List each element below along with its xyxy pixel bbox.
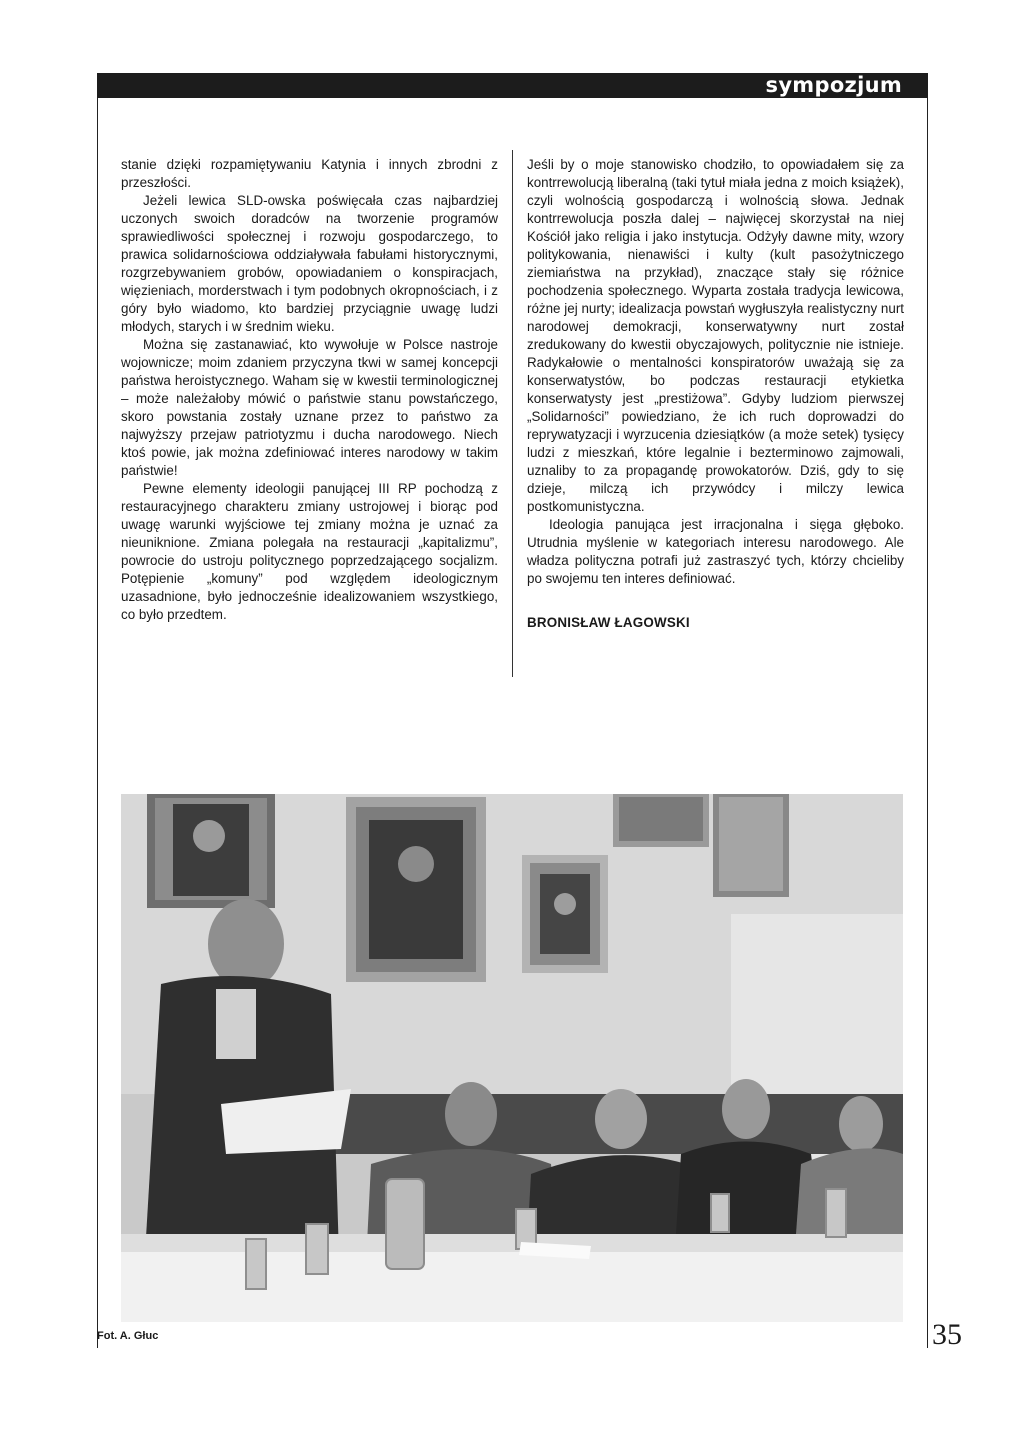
paragraph: stanie dzięki rozpamiętywaniu Katynia i innych zbrodni z przeszłości. <box>121 157 498 190</box>
article-column-right <box>527 156 904 632</box>
paragraph: Można się zastanawiać, kto wywołuje w Polsce nastroje wojownicze; moim zdaniem przyczyna tkwi w samej koncepcji państwa heroistycznego. Waham się w kwestii terminologicznej – może należałoby mówić o państwie stanu powstańczego, skoro powstania zostały uznane przez to państwo za najwyższy przejaw patriotyzmu i ducha narodowego. Niech ktoś powie, jak można zdefiniować interes narodowy w takim państwie! <box>121 337 498 478</box>
author-signature: BRONISŁAW ŁAGOWSKI <box>527 615 690 630</box>
article-column-left <box>121 156 498 624</box>
paragraph: Ideologia panująca jest irracjonalna i sięga głęboko. Utrudnia myślenie w kategoriach interesu narodowego. Ale władza polityczna potrafi już zastraszyć tych, którzy chcieliby po swojemu ten interes definiować. <box>527 517 904 586</box>
page-number: 35 <box>932 1318 962 1351</box>
column-divider <box>512 150 513 677</box>
paragraph: Pewne elementy ideologii panującej III RP pochodzą z restauracyjnego charakteru zmiany ustrojowej i biorąc pod uwagę warunki wyjściowe tej zmiany można je uznać za nieuniknione. Zmiana polegała na restauracji „kapitalizmu”, powrocie do ustroju politycznego poprzedzającego socjalizm. Potępienie „komuny” pod względem ideologicznym uzasadnione, było jednocześnie idealizowaniem wszystkiego, co było przedtem. <box>121 481 498 622</box>
section-title: sympozjum <box>765 73 902 97</box>
page-frame-left-rule <box>97 98 98 1348</box>
section-header-bar <box>97 73 928 98</box>
paragraph: Jeśli by o moje stanowisko chodziło, to opowiadałem się za kontrrewolucją liberalną (taki tytuł miała jedna z moich książek), czyli wolnością gospodarczą i wolnością słowa. Jednak kontrrewolucja poszła dalej – najwięcej skorzystał na niej Kościół jako religia i jako instytucja. Odżyły dawne mity, wzory politykowania, nienawiści i kulty (kult pasożytniczego ziemiaństwa na przykład), znaczące stały się różnice pochodzenia społecznego. Wyparta została tradycja lewicowa, różne jej nurty; idealizacja powstań wygłuszyła realistyczny nurt narodowej demokracji, konserwatywny nurt został zredukowany do kwestii obyczajowych, politycznie nie istnieje. Radykałowie o mentalności konspiratorów uważają się za konserwatystów, bo podczas restauracji etykietka konserwatysty jest „prestiżowa”. Gdyby ludziom pierwszej „Solidarności” powiedziano, że ich ruch doprowadzi do reprywatyzacji i wyrzucenia dziesiątków (a może setek) tysięcy ludzi z mieszkań, które legalnie i bezterminowo zajmowali, uznaliby to za propagandę prowokatorów. Dziś, gdy to się dzieje, milczą ich przywódcy i milczy lewica postkomunistyczna. <box>527 157 904 514</box>
photo-credit: Fot. A. Głuc <box>97 1330 159 1342</box>
paragraph: Jeżeli lewica SLD-owska poświęcała czas najbardziej uczonych swoich doradców na tworzenie programów sprawiedliwości społecznej i rozwoju gospodarczego, to prawica solidarnościowa oddziaływała fabułami historycznymi, rozgrzebywaniem grobów, opowiadaniem o konspiracjach, więzieniach, morderstwach i tym podobnych okropnościach, i z góry było wiadomo, kto bardziej przyciągnie uwagę ludzi młodych, starych i w średnim wieku. <box>121 193 498 334</box>
event-photo <box>121 794 903 1322</box>
event-photo-illustration <box>121 794 903 1322</box>
page-frame-right-rule <box>927 98 928 1348</box>
